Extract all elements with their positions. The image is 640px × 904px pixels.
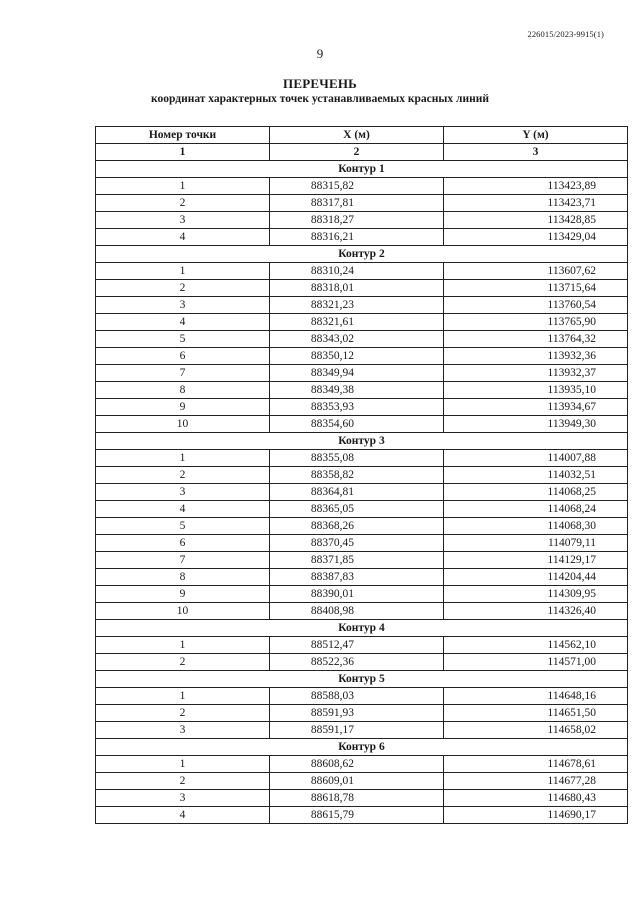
contour-header-row <box>96 739 628 756</box>
y-coordinate-cell: 114129,17 <box>444 552 628 569</box>
contour-header-row <box>96 433 628 450</box>
table-row <box>96 178 628 195</box>
point-number-cell: 7 <box>96 552 270 569</box>
point-number-cell: 3 <box>96 212 270 229</box>
contour-label: Контур 3 <box>96 433 628 450</box>
y-coordinate-cell: 114068,24 <box>444 501 628 518</box>
point-number-cell: 1 <box>96 688 270 705</box>
y-coordinate-cell: 114648,16 <box>444 688 628 705</box>
point-number-cell: 8 <box>96 382 270 399</box>
x-coordinate-cell: 88390,01 <box>270 586 444 603</box>
point-number-cell: 1 <box>96 178 270 195</box>
point-number-cell: 2 <box>96 773 270 790</box>
table-row <box>96 365 628 382</box>
column-index-row <box>96 144 628 161</box>
table-header-row <box>96 127 628 144</box>
y-coordinate-cell: 113935,10 <box>444 382 628 399</box>
contour-label: Контур 6 <box>96 739 628 756</box>
column-index-2: 2 <box>270 144 444 161</box>
x-coordinate-cell: 88315,82 <box>270 178 444 195</box>
table-row <box>96 331 628 348</box>
y-coordinate-cell: 114204,44 <box>444 569 628 586</box>
document-number: 226015/2023-9915(1) <box>527 29 604 39</box>
contour-label: Контур 1 <box>96 161 628 178</box>
x-coordinate-cell: 88355,08 <box>270 450 444 467</box>
y-coordinate-cell: 113423,89 <box>444 178 628 195</box>
x-coordinate-cell: 88368,26 <box>270 518 444 535</box>
point-number-cell: 6 <box>96 348 270 365</box>
y-coordinate-cell: 114677,28 <box>444 773 628 790</box>
x-coordinate-cell: 88618,78 <box>270 790 444 807</box>
column-header-x: X (м) <box>270 127 444 144</box>
table-row <box>96 399 628 416</box>
table-row <box>96 467 628 484</box>
x-coordinate-cell: 88591,93 <box>270 705 444 722</box>
y-coordinate-cell: 113949,30 <box>444 416 628 433</box>
table-row <box>96 382 628 399</box>
y-coordinate-cell: 113429,04 <box>444 229 628 246</box>
x-coordinate-cell: 88408,98 <box>270 603 444 620</box>
x-coordinate-cell: 88349,38 <box>270 382 444 399</box>
x-coordinate-cell: 88354,60 <box>270 416 444 433</box>
y-coordinate-cell: 114690,17 <box>444 807 628 824</box>
table-row <box>96 586 628 603</box>
column-index-1: 1 <box>96 144 270 161</box>
x-coordinate-cell: 88343,02 <box>270 331 444 348</box>
table-row <box>96 535 628 552</box>
x-coordinate-cell: 88318,27 <box>270 212 444 229</box>
point-number-cell: 3 <box>96 297 270 314</box>
table-row <box>96 807 628 824</box>
y-coordinate-cell: 113760,54 <box>444 297 628 314</box>
point-number-cell: 7 <box>96 365 270 382</box>
y-coordinate-cell: 114326,40 <box>444 603 628 620</box>
y-coordinate-cell: 114079,11 <box>444 535 628 552</box>
point-number-cell: 4 <box>96 229 270 246</box>
point-number-cell: 3 <box>96 790 270 807</box>
y-coordinate-cell: 113932,37 <box>444 365 628 382</box>
table-row <box>96 348 628 365</box>
x-coordinate-cell: 88310,24 <box>270 263 444 280</box>
x-coordinate-cell: 88370,45 <box>270 535 444 552</box>
table-row <box>96 501 628 518</box>
y-coordinate-cell: 114680,43 <box>444 790 628 807</box>
point-number-cell: 10 <box>96 603 270 620</box>
x-coordinate-cell: 88321,61 <box>270 314 444 331</box>
point-number-cell: 10 <box>96 416 270 433</box>
table-row <box>96 416 628 433</box>
table-row <box>96 297 628 314</box>
point-number-cell: 3 <box>96 722 270 739</box>
table-row <box>96 518 628 535</box>
y-coordinate-cell: 114309,95 <box>444 586 628 603</box>
column-index-3: 3 <box>444 144 628 161</box>
table-row <box>96 484 628 501</box>
point-number-cell: 4 <box>96 501 270 518</box>
table-row <box>96 195 628 212</box>
x-coordinate-cell: 88350,12 <box>270 348 444 365</box>
column-header-y: Y (м) <box>444 127 628 144</box>
y-coordinate-cell: 113423,71 <box>444 195 628 212</box>
y-coordinate-cell: 114032,51 <box>444 467 628 484</box>
x-coordinate-cell: 88615,79 <box>270 807 444 824</box>
point-number-cell: 2 <box>96 705 270 722</box>
contour-header-row <box>96 246 628 263</box>
y-coordinate-cell: 114658,02 <box>444 722 628 739</box>
contour-header-row <box>96 671 628 688</box>
x-coordinate-cell: 88358,82 <box>270 467 444 484</box>
y-coordinate-cell: 113607,62 <box>444 263 628 280</box>
y-coordinate-cell: 114007,88 <box>444 450 628 467</box>
x-coordinate-cell: 88387,83 <box>270 569 444 586</box>
x-coordinate-cell: 88512,47 <box>270 637 444 654</box>
y-coordinate-cell: 113715,64 <box>444 280 628 297</box>
page-subtitle: координат характерных точек устанавливаемых красных линий <box>151 93 489 105</box>
x-coordinate-cell: 88371,85 <box>270 552 444 569</box>
table-body <box>96 161 628 824</box>
x-coordinate-cell: 88321,23 <box>270 297 444 314</box>
point-number-cell: 1 <box>96 637 270 654</box>
table-row <box>96 229 628 246</box>
table-row <box>96 637 628 654</box>
point-number-cell: 2 <box>96 467 270 484</box>
table-row <box>96 790 628 807</box>
table-row <box>96 569 628 586</box>
point-number-cell: 2 <box>96 195 270 212</box>
contour-label: Контур 4 <box>96 620 628 637</box>
coordinates-table <box>95 126 628 824</box>
y-coordinate-cell: 114651,50 <box>444 705 628 722</box>
contour-header-row <box>96 161 628 178</box>
x-coordinate-cell: 88349,94 <box>270 365 444 382</box>
table-row <box>96 552 628 569</box>
contour-header-row <box>96 620 628 637</box>
column-header-point-number: Номер точки <box>96 127 270 144</box>
point-number-cell: 4 <box>96 807 270 824</box>
table-row <box>96 688 628 705</box>
y-coordinate-cell: 113764,32 <box>444 331 628 348</box>
table-row <box>96 773 628 790</box>
table-row <box>96 314 628 331</box>
page-number: 9 <box>316 46 324 61</box>
point-number-cell: 9 <box>96 399 270 416</box>
table-row <box>96 212 628 229</box>
point-number-cell: 6 <box>96 535 270 552</box>
y-coordinate-cell: 113765,90 <box>444 314 628 331</box>
table-row <box>96 722 628 739</box>
point-number-cell: 2 <box>96 280 270 297</box>
x-coordinate-cell: 88353,93 <box>270 399 444 416</box>
y-coordinate-cell: 114678,61 <box>444 756 628 773</box>
x-coordinate-cell: 88317,81 <box>270 195 444 212</box>
y-coordinate-cell: 113932,36 <box>444 348 628 365</box>
y-coordinate-cell: 114562,10 <box>444 637 628 654</box>
x-coordinate-cell: 88365,05 <box>270 501 444 518</box>
page-title: ПЕРЕЧЕНЬ <box>283 76 357 91</box>
table-row <box>96 756 628 773</box>
contour-label: Контур 2 <box>96 246 628 263</box>
x-coordinate-cell: 88522,36 <box>270 654 444 671</box>
x-coordinate-cell: 88316,21 <box>270 229 444 246</box>
x-coordinate-cell: 88318,01 <box>270 280 444 297</box>
y-coordinate-cell: 113428,85 <box>444 212 628 229</box>
table-row <box>96 705 628 722</box>
point-number-cell: 2 <box>96 654 270 671</box>
x-coordinate-cell: 88364,81 <box>270 484 444 501</box>
x-coordinate-cell: 88609,01 <box>270 773 444 790</box>
y-coordinate-cell: 113934,67 <box>444 399 628 416</box>
table-row <box>96 263 628 280</box>
point-number-cell: 8 <box>96 569 270 586</box>
point-number-cell: 1 <box>96 756 270 773</box>
point-number-cell: 1 <box>96 450 270 467</box>
point-number-cell: 5 <box>96 518 270 535</box>
y-coordinate-cell: 114068,30 <box>444 518 628 535</box>
point-number-cell: 5 <box>96 331 270 348</box>
contour-label: Контур 5 <box>96 671 628 688</box>
point-number-cell: 3 <box>96 484 270 501</box>
x-coordinate-cell: 88608,62 <box>270 756 444 773</box>
x-coordinate-cell: 88588,03 <box>270 688 444 705</box>
table-row <box>96 654 628 671</box>
x-coordinate-cell: 88591,17 <box>270 722 444 739</box>
table-row <box>96 450 628 467</box>
y-coordinate-cell: 114571,00 <box>444 654 628 671</box>
point-number-cell: 1 <box>96 263 270 280</box>
point-number-cell: 9 <box>96 586 270 603</box>
point-number-cell: 4 <box>96 314 270 331</box>
table-row <box>96 280 628 297</box>
y-coordinate-cell: 114068,25 <box>444 484 628 501</box>
table-row <box>96 603 628 620</box>
